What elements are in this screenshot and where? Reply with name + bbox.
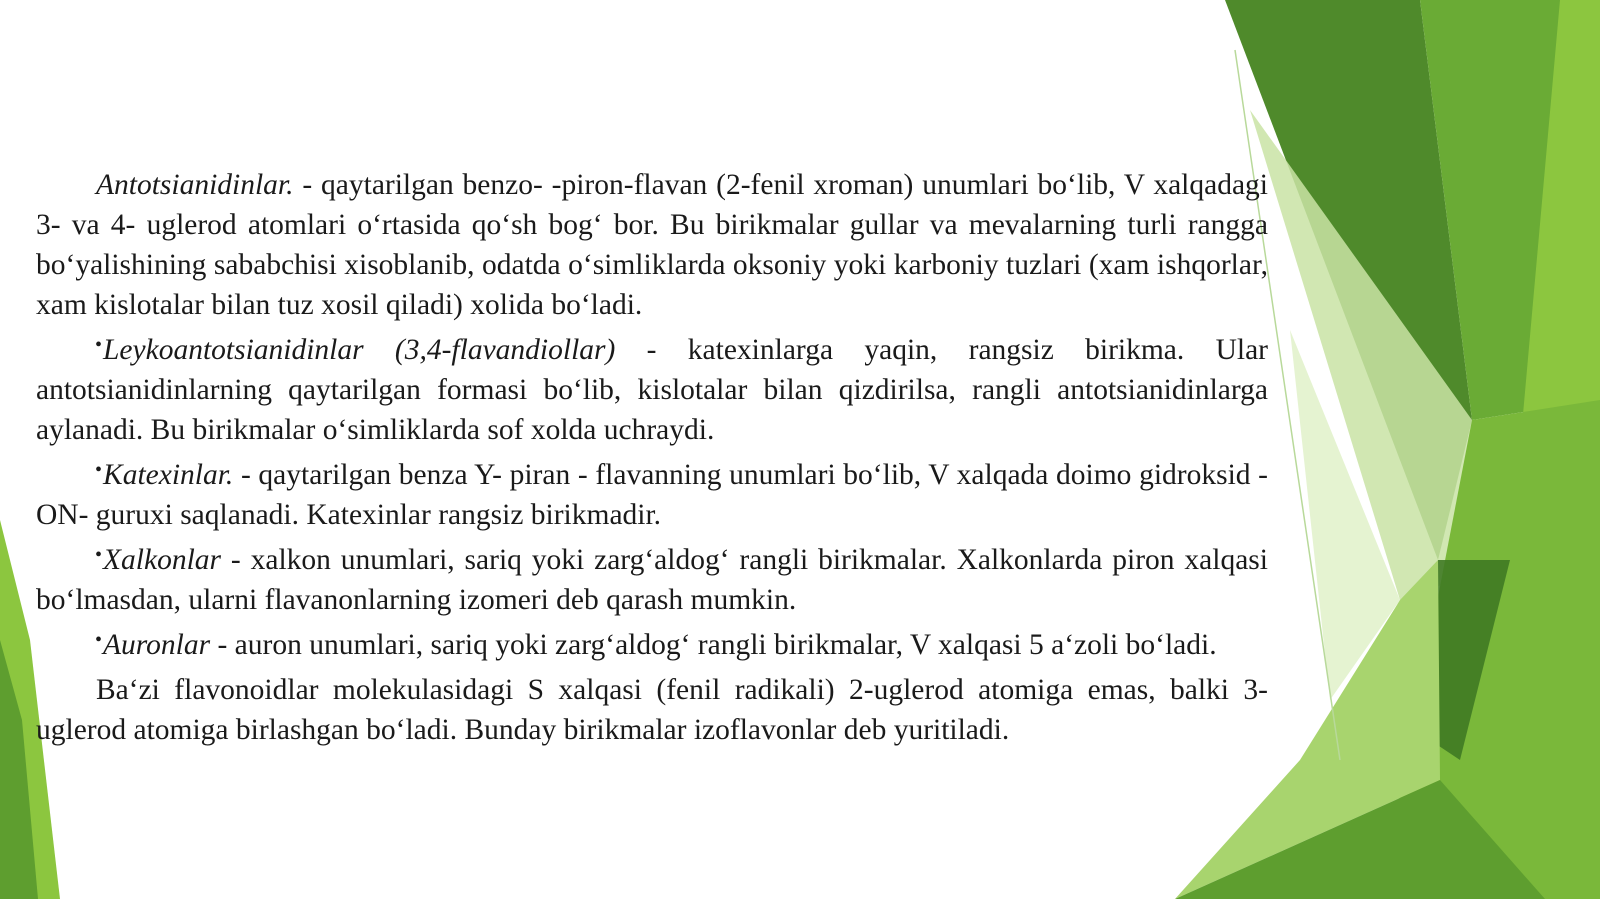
- term-auronlar: Auronlar: [103, 629, 211, 661]
- bullet-icon: •: [95, 629, 103, 651]
- paragraph-body: - auron unumlari, sariq yoki zarg‘aldog‘ rangli birikmalar, V xalqasi 5 a‘zoli bo‘ladi.: [210, 629, 1217, 661]
- bullet-icon: •: [95, 459, 103, 481]
- term-katexinlar: Katexinlar.: [103, 459, 234, 491]
- term-xalkonlar: Xalkonlar: [103, 544, 222, 576]
- paragraph-antotsianidinlar: [36, 160, 1268, 325]
- paragraph-xalkonlar: [36, 535, 1268, 620]
- term-antotsianidinlar: Antotsianidinlar.: [96, 169, 294, 201]
- paragraph-katexinlar: [36, 450, 1268, 535]
- paragraph-auronlar: [36, 620, 1268, 665]
- paragraph-body: - xalkon unumlari, sariq yoki zarg‘aldog‘ rangli birikmalar. Xalkonlarda piron xalqasi bo‘lmasdan, ularni flavanonlarning izomeri deb qarash mumkin.: [36, 544, 1268, 616]
- bullet-icon: •: [95, 334, 103, 356]
- paragraph-izoflavonlar: [36, 665, 1268, 750]
- paragraph-leykoantotsianidinlar: [36, 325, 1268, 450]
- paragraph-body: - qaytarilgan benzo- -piron-flavan (2-fenil xroman) unumlari bo‘lib, V xalqadagi 3- va 4- uglerod atomlari o‘rtasida qo‘sh bog‘ bor. Bu birikmalar gullar va mevalarning turli rangga bo‘yalishining sababchisi xisoblanib, odatda o‘simliklarda oksoniy yoki karboniy tuzlari (xam ishqorlar, xam kislotalar bilan tuz xosil qiladi) xolida bo‘ladi.: [36, 169, 1268, 321]
- term-leykoantotsianidinlar: Leykoantotsianidinlar (3,4-flavandiollar): [103, 334, 616, 366]
- paragraph-body: - katexinlarga yaqin, rangsiz birikma. Ular antotsianidinlarning qaytarilgan formasi bo‘lib, kislotalar bilan qizdirilsa, rangli antotsianidinlarga aylanadi. Bu birikmalar o‘simliklarda sof xolda uchraydi.: [36, 334, 1268, 446]
- main-text: [36, 160, 1268, 750]
- paragraph-body: Ba‘zi flavonoidlar molekulasidagi S xalqasi (fenil radikali) 2-uglerod atomiga emas, balki 3-uglerod atomiga birlashgan bo‘ladi. Bunday birikmalar izoflavonlar deb yuritiladi.: [36, 674, 1268, 746]
- bullet-icon: •: [95, 544, 103, 566]
- paragraph-body: - qaytarilgan benza Y- piran - flavanning unumlari bo‘lib, V xalqada doimo gidroksid -ON- guruxi saqlanadi. Katexinlar rangsiz birikmadir.: [36, 459, 1268, 531]
